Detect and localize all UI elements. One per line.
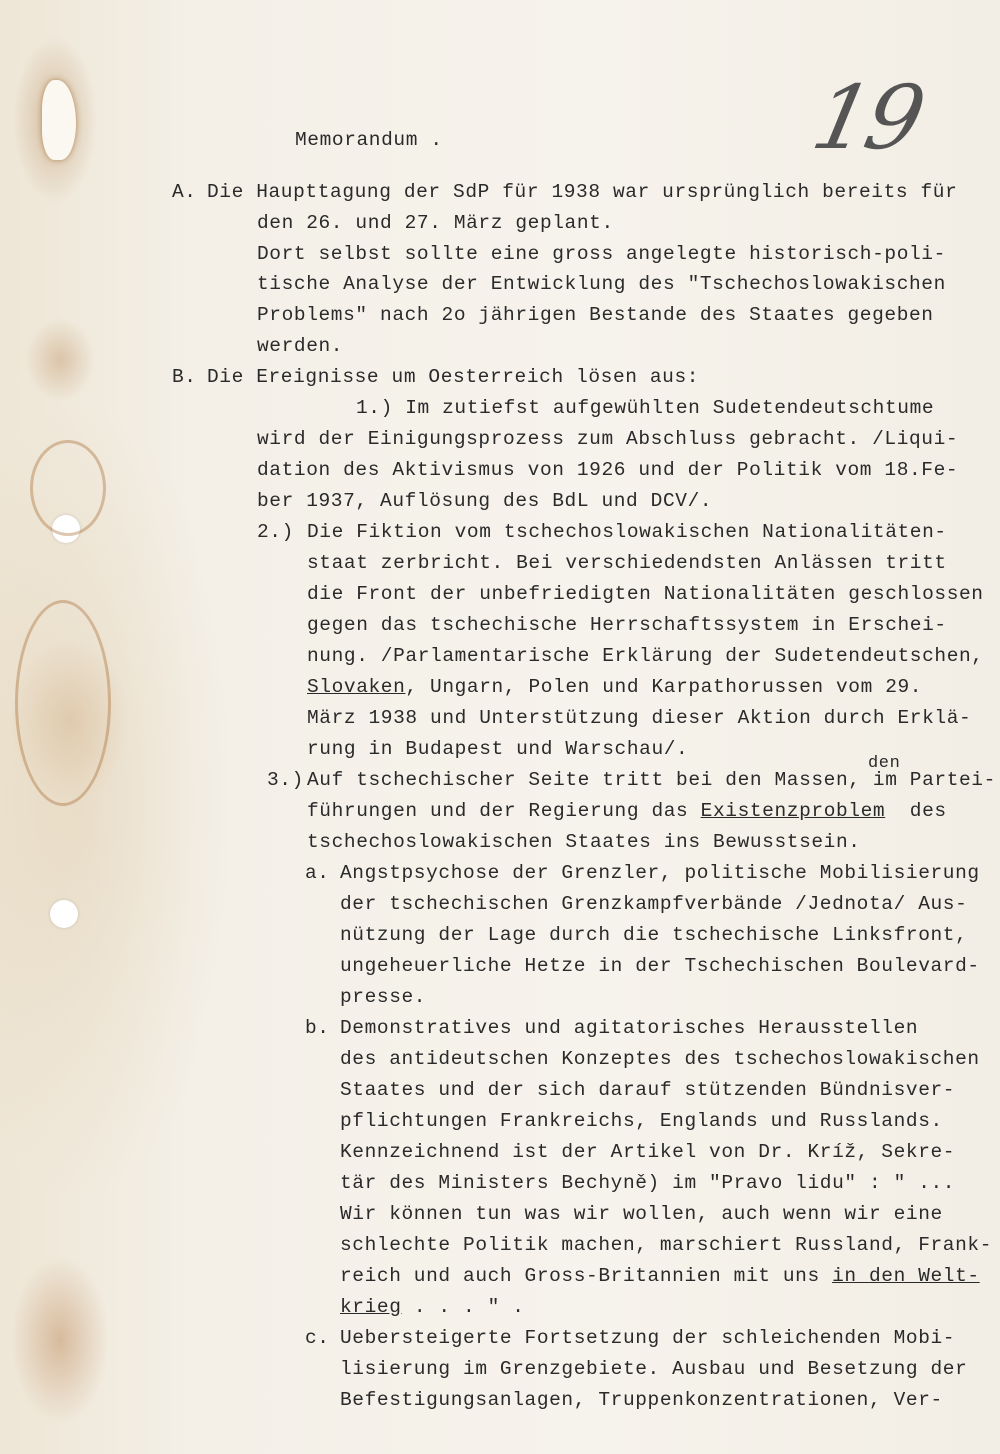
text-line — [307, 799, 947, 823]
text-line: Wir können tun was wir wollen, auch wenn wir eine — [340, 1203, 943, 1225]
underlined-word: in den Welt- — [832, 1265, 980, 1287]
text-line: Problems" nach 2o jährigen Bestande des Staates gegeben — [257, 304, 934, 326]
text-line: Uebersteigerte Fortsetzung der schleichenden Mobi- — [340, 1327, 956, 1349]
text-line: nützung der Lage durch die tschechische Linksfront, — [340, 924, 968, 946]
item-label-2: 2.) — [257, 521, 294, 543]
underlined-word: Slovaken — [307, 676, 406, 698]
text-line: presse. — [340, 986, 427, 1008]
handwritten-insertion: den — [868, 754, 901, 773]
text-line: der tschechischen Grenzkampfverbände /Jednota/ Aus- — [340, 893, 968, 915]
text-line: ungeheuerliche Hetze in der Tschechischen Boulevard- — [340, 955, 980, 977]
text-line: die Front der unbefriedigten Nationalitäten geschlossen — [307, 583, 984, 605]
text-line — [340, 1295, 525, 1319]
text-line: ber 1937, Auflösung des BdL und DCV/. — [257, 490, 713, 512]
handwritten-page-number: 19 — [804, 66, 930, 169]
text-line: Demonstratives und agitatorisches Herausstellen — [340, 1017, 919, 1039]
text-line: schlechte Politik machen, marschiert Russland, Frank- — [340, 1234, 993, 1256]
sub-item-label-a: a. — [305, 862, 330, 884]
text-line: dation des Aktivismus von 1926 und der Politik vom 18.Fe- — [257, 459, 959, 481]
text-line: werden. — [257, 335, 344, 357]
item-label-3: 3.) — [267, 769, 304, 791]
text-line — [340, 1264, 980, 1288]
paper-tear — [42, 80, 76, 160]
text-line: Die Haupttagung der SdP für 1938 war ursprünglich bereits für — [207, 181, 958, 203]
text-line: tische Analyse der Entwicklung des "Tschechoslowakischen — [257, 273, 946, 295]
text-segment: führungen und der Regierung das — [307, 800, 701, 822]
underlined-word: Existenzproblem — [700, 800, 886, 822]
text-segment: , Ungarn, Polen und Karpathorussen vom 29. — [405, 676, 923, 698]
text-line: Kennzeichnend ist der Artikel von Dr. Kríž, Sekre- — [340, 1141, 956, 1163]
text-line: gegen das tschechische Herrschaftssystem in Erschei- — [307, 614, 947, 636]
text-line: Angstpsychose der Grenzler, politische Mobilisierung — [340, 862, 980, 884]
text-line: 1.) Im zutiefst aufgewühlten Sudetendeutschtume — [356, 397, 935, 419]
text-line: staat zerbricht. Bei verschiedendsten Anlässen tritt — [307, 552, 947, 574]
water-stain — [15, 600, 111, 806]
text-line: des antideutschen Konzeptes des tschechoslowakischen — [340, 1048, 980, 1070]
section-label-b: B. — [172, 366, 197, 388]
section-label-a: A. — [172, 181, 197, 203]
text-line: Befestigungsanlagen, Truppenkonzentrationen, Ver- — [340, 1389, 943, 1411]
text-segment: reich und auch Gross-Britannien mit uns — [340, 1265, 833, 1287]
text-line: tär des Ministers Bechyně) im "Pravo lidu" : " ... — [340, 1172, 956, 1194]
text-line: lisierung im Grenzgebiete. Ausbau und Besetzung der — [340, 1358, 968, 1380]
text-line: den 26. und 27. März geplant. — [257, 212, 614, 234]
sub-item-label-c: c. — [305, 1327, 330, 1349]
text-segment: des — [885, 800, 947, 822]
text-line: rung in Budapest und Warschau/. — [307, 738, 689, 760]
text-line: März 1938 und Unterstützung dieser Aktion durch Erklä- — [307, 707, 972, 729]
text-line: Dort selbst sollte eine gross angelegte historisch-poli- — [257, 243, 946, 265]
page-title: Memorandum . — [295, 129, 443, 151]
text-line: tschechoslowakischen Staates ins Bewusstsein. — [307, 831, 861, 853]
text-segment: . . . " . — [401, 1296, 525, 1318]
text-line: nung. /Parlamentarische Erklärung der Sudetendeutschen, — [307, 645, 984, 667]
sub-item-label-b: b. — [305, 1017, 330, 1039]
text-line: wird der Einigungsprozess zum Abschluss gebracht. /Liqui- — [257, 428, 959, 450]
text-line: Staates und der sich darauf stützenden Bündnisver- — [340, 1079, 956, 1101]
text-line: Die Fiktion vom tschechoslowakischen Nationalitäten- — [307, 521, 947, 543]
underlined-word: krieg — [340, 1296, 402, 1318]
text-line — [307, 675, 922, 699]
punch-hole — [50, 900, 78, 928]
text-line: Die Ereignisse um Oesterreich lösen aus: — [207, 366, 700, 388]
water-stain — [30, 440, 106, 536]
text-line: pflichtungen Frankreichs, Englands und Russlands. — [340, 1110, 943, 1132]
text-line: Auf tschechischer Seite tritt bei den Massen, im Partei- — [307, 769, 996, 791]
